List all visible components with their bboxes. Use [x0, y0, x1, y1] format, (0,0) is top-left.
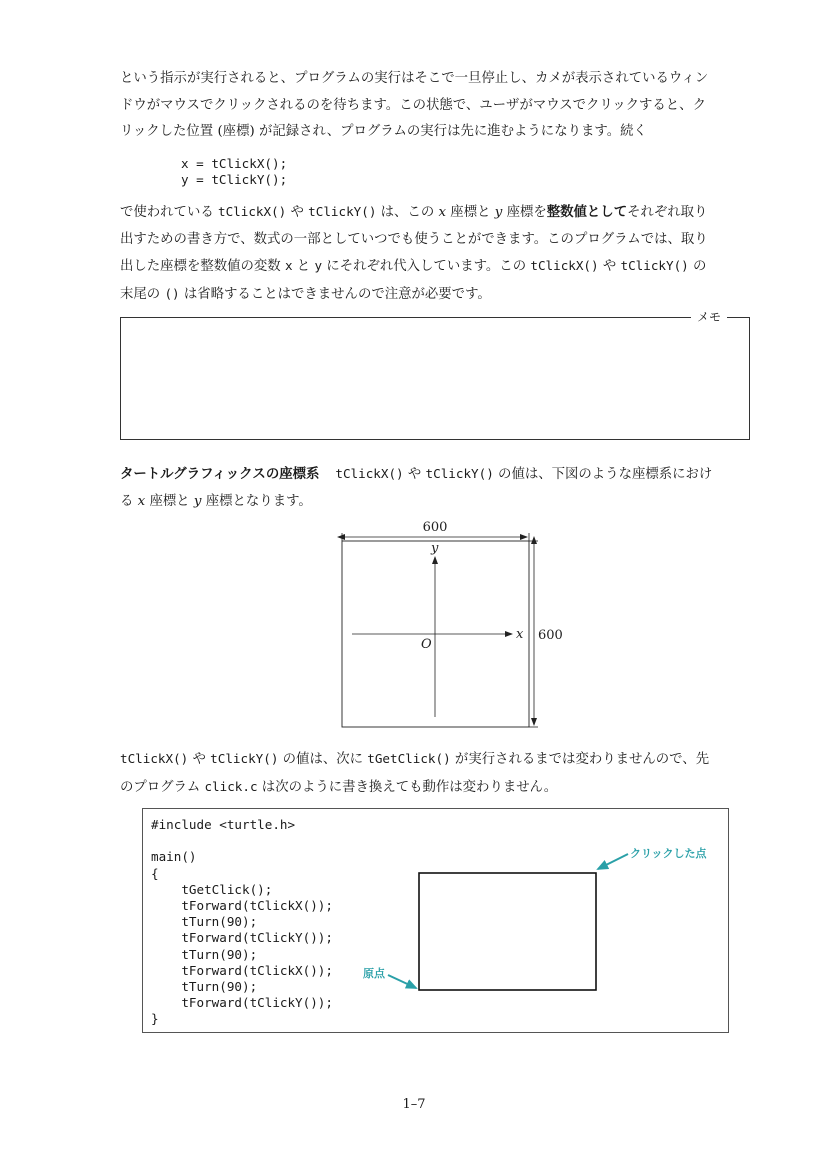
inline-code: tClickX() — [530, 258, 599, 273]
text: それぞれ取り — [627, 205, 708, 220]
origin-point-label: 原点 — [363, 967, 385, 980]
text: や — [598, 259, 621, 274]
text: や — [286, 205, 309, 220]
page-number: 1–7 — [402, 1097, 426, 1112]
code-line-y: y = tClickY(); — [181, 172, 288, 187]
origin-arrow — [388, 975, 416, 988]
text: は、この — [376, 205, 439, 220]
inline-code: y — [314, 258, 323, 273]
text: 出した座標を整数値の変数 — [120, 259, 285, 274]
text: 座標と — [446, 205, 495, 220]
code-line: tForward(tClickY()); — [151, 930, 333, 946]
inline-code: tClickX() — [120, 751, 189, 766]
inline-code: tClickY() — [308, 204, 377, 219]
code-line: tTurn(90); — [151, 946, 258, 962]
text: 座標と — [145, 493, 194, 509]
drawn-rectangle — [419, 873, 596, 990]
x-axis-label: x — [516, 627, 524, 642]
text: と — [292, 259, 315, 274]
click-point-arrow — [598, 854, 628, 869]
text: は次のように書き換えても動作は変わりません。 — [257, 779, 558, 795]
text: の値は、下図のような座標系におけ — [493, 467, 713, 482]
inline-code: tGetClick() — [367, 751, 451, 766]
text: にそれぞれ代入しています。この — [322, 259, 531, 274]
code-line: } — [151, 1011, 159, 1027]
intro-line-3: リックした位置 (座標) が記録され、プログラムの実行は先に進むようになります。続く — [120, 124, 647, 139]
text: は省略することはできませんので注意が必要です。 — [179, 286, 491, 302]
text: 座標となります。 — [201, 493, 312, 509]
code-line: tForward(tClickX()); — [151, 898, 333, 914]
intro-line-2: ドウがマウスでクリックされるのを待ちます。この状態で、ユーザがマウスでクリックすると、ク — [120, 97, 706, 113]
code-line: { — [151, 865, 159, 881]
explanation-line-2: 出すための書き方で、数式の一部としていつでも使うことができます。このプログラムでは、取り — [120, 231, 708, 247]
text: や — [188, 752, 211, 767]
text: のプログラム — [120, 779, 205, 795]
memo-label: メモ — [691, 309, 727, 325]
click-point-label: クリックした点 — [630, 847, 707, 860]
code-line: #include <turtle.h> — [151, 817, 296, 832]
code-line: main() — [151, 849, 197, 865]
inline-code: tClickY() — [620, 258, 689, 273]
text: の — [688, 259, 707, 274]
section-heading: タートルグラフィックスの座標系 — [120, 467, 320, 482]
text: で使われている — [120, 205, 218, 220]
text: る — [120, 493, 138, 509]
intro-line-1: という指示が実行されると、プログラムの実行はそこで一旦停止し、カメが表示されているウィン — [120, 71, 709, 86]
text: 末尾の — [120, 286, 165, 302]
text: や — [403, 467, 426, 482]
text: 座標を — [502, 205, 547, 220]
inline-code: click.c — [204, 778, 258, 794]
width-label: 600 — [422, 520, 448, 535]
inline-code: tClickX() — [335, 466, 404, 481]
text: が実行されるまでは変わりませんので、先 — [450, 752, 710, 767]
code-line: tTurn(90); — [151, 914, 258, 930]
code-line: tForward(tClickY()); — [151, 995, 333, 1011]
math-y: y — [494, 205, 503, 220]
code-line-x: x = tClickX(); — [181, 156, 288, 171]
inline-code: () — [164, 285, 180, 301]
origin-label: O — [421, 637, 432, 652]
text: の値は、次に — [278, 752, 368, 767]
inline-code: tClickY() — [210, 751, 279, 766]
code-line: tGetClick(); — [151, 881, 273, 897]
code-line: tForward(tClickX()); — [151, 962, 333, 978]
math-x: x — [137, 493, 146, 509]
y-axis-label: y — [431, 541, 439, 556]
math-x: x — [438, 205, 447, 220]
inline-code: tClickX() — [218, 204, 287, 219]
height-label: 600 — [538, 628, 563, 643]
inline-code: tClickY() — [425, 466, 494, 481]
code-line: tTurn(90); — [151, 979, 258, 995]
inline-code: x — [284, 258, 293, 273]
math-y: y — [193, 493, 202, 509]
emphasis: 整数値として — [546, 205, 628, 220]
